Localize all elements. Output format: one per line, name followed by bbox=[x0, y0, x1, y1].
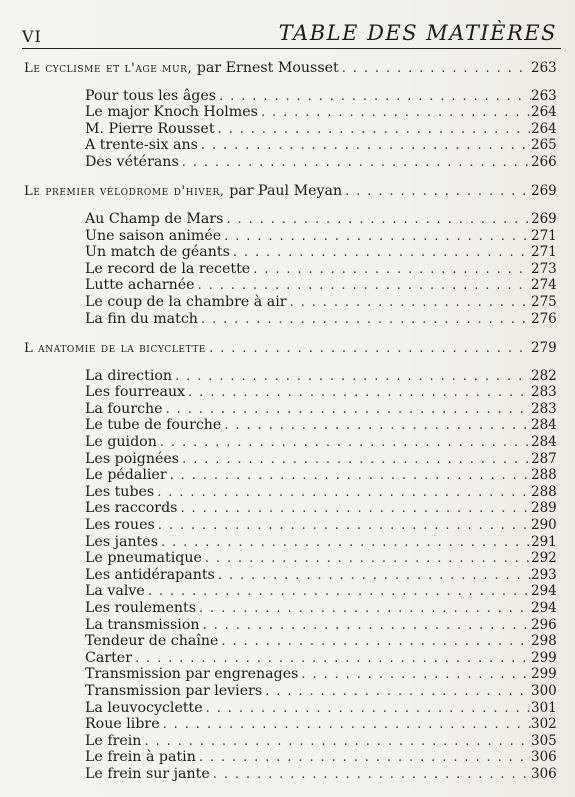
toc-entry bbox=[0, 666, 575, 683]
page-number: 292 bbox=[531, 550, 557, 567]
toc-section bbox=[0, 340, 575, 782]
entry-label: Le pneumatique bbox=[85, 550, 202, 567]
page-number: 269 bbox=[531, 183, 557, 200]
entry-label: Lutte acharnée bbox=[85, 277, 195, 294]
toc-entry bbox=[0, 534, 575, 551]
dot-leader bbox=[203, 618, 531, 635]
toc-entry bbox=[0, 154, 575, 171]
dot-leader bbox=[290, 295, 531, 312]
page-number: 264 bbox=[531, 104, 557, 121]
page-number: 279 bbox=[531, 340, 557, 357]
dot-leader bbox=[199, 750, 531, 767]
toc-entry bbox=[0, 121, 575, 138]
entry-label: Les poignées bbox=[85, 450, 180, 467]
page-number: 290 bbox=[531, 516, 557, 533]
toc-entry bbox=[0, 683, 575, 700]
toc-entry bbox=[0, 294, 575, 311]
toc-entry bbox=[0, 749, 575, 766]
dot-leader bbox=[261, 105, 531, 122]
toc-section bbox=[0, 60, 575, 170]
page-number: 287 bbox=[531, 450, 557, 467]
page-number: 276 bbox=[531, 310, 557, 327]
entry-label: La valve bbox=[85, 583, 145, 600]
page-number: 299 bbox=[531, 666, 557, 683]
toc-entry bbox=[0, 484, 575, 501]
dot-leader bbox=[201, 138, 531, 155]
toc-entry bbox=[0, 277, 575, 294]
toc-section-heading bbox=[0, 183, 575, 201]
entry-label: Des vétérans bbox=[85, 153, 179, 170]
toc-entry bbox=[0, 434, 575, 451]
toc-entry bbox=[0, 733, 575, 750]
section-title-author: par Ernest Mousset bbox=[192, 60, 339, 76]
toc-section-heading bbox=[0, 340, 575, 358]
page-number: 271 bbox=[531, 244, 557, 261]
toc-entry bbox=[0, 451, 575, 468]
toc-entry bbox=[0, 650, 575, 667]
dot-leader bbox=[199, 601, 531, 618]
page-number: 294 bbox=[531, 599, 557, 616]
dot-leader bbox=[213, 767, 531, 784]
dot-leader bbox=[221, 634, 531, 651]
entry-label: Tendeur de chaîne bbox=[85, 633, 219, 650]
page-header bbox=[22, 16, 557, 44]
dot-leader bbox=[219, 89, 531, 106]
running-title: TABLE DES MATIÈRES bbox=[278, 21, 557, 45]
entry-label: Les roulements bbox=[85, 599, 196, 616]
toc-entry bbox=[0, 550, 575, 567]
dot-leader bbox=[253, 262, 531, 279]
section-title bbox=[24, 60, 342, 78]
dot-leader bbox=[163, 717, 531, 734]
page-number: 283 bbox=[531, 400, 557, 417]
entry-label: Les roues bbox=[85, 516, 155, 533]
section-title-author: par Paul Meyan bbox=[224, 183, 343, 200]
page-number: 294 bbox=[531, 583, 557, 600]
page-folio: VI bbox=[22, 27, 42, 46]
entry-label: Transmission par leviers bbox=[85, 682, 263, 699]
entry-label: Pour tous les âges bbox=[85, 87, 217, 104]
section-title-smallcaps: L anatomie de la bicyclette bbox=[24, 341, 207, 357]
toc-section bbox=[0, 183, 575, 327]
dot-leader bbox=[166, 402, 531, 419]
page-number: 265 bbox=[531, 137, 557, 154]
entry-label: Le guidon bbox=[85, 434, 157, 450]
dot-leader bbox=[226, 212, 531, 229]
entry-label: Les jantes bbox=[85, 533, 158, 550]
toc-entry bbox=[0, 311, 575, 328]
entry-label: La fin du match bbox=[85, 310, 198, 327]
page-number: 275 bbox=[531, 293, 557, 310]
dot-leader bbox=[144, 734, 531, 751]
entry-label: La leuvocyclette bbox=[85, 699, 203, 716]
page-number: 274 bbox=[531, 277, 557, 294]
toc-entry bbox=[0, 700, 575, 717]
page-number: 283 bbox=[531, 384, 557, 401]
entry-label: Un match de géants bbox=[85, 244, 230, 261]
entry-label: Le frein à patin bbox=[85, 749, 196, 766]
toc-entry bbox=[0, 633, 575, 650]
toc-entry bbox=[0, 401, 575, 418]
entry-label: Le record de la recette bbox=[85, 260, 251, 277]
dot-leader bbox=[201, 312, 531, 329]
dot-leader bbox=[218, 122, 531, 139]
page-number: 282 bbox=[531, 367, 557, 384]
dot-leader bbox=[198, 278, 531, 295]
page-number: 284 bbox=[531, 434, 557, 450]
dot-leader bbox=[233, 245, 531, 262]
page-number: 300 bbox=[531, 682, 557, 699]
dot-leader bbox=[205, 551, 531, 568]
table-of-contents bbox=[0, 60, 575, 795]
toc-entry bbox=[0, 384, 575, 401]
toc-entry bbox=[0, 228, 575, 245]
entry-label: Le coup de la chambre à air bbox=[85, 293, 287, 310]
section-title bbox=[24, 183, 345, 201]
dot-leader bbox=[180, 501, 531, 518]
dot-leader bbox=[157, 485, 531, 502]
toc-entry bbox=[0, 567, 575, 584]
page-number: 306 bbox=[531, 765, 557, 782]
page-number: 306 bbox=[531, 749, 557, 766]
entry-label: Le frein sur jante bbox=[85, 765, 210, 782]
page-number: 305 bbox=[531, 732, 557, 749]
toc-entry bbox=[0, 261, 575, 278]
entry-label: Carter bbox=[85, 649, 132, 666]
entry-label: Les raccords bbox=[85, 500, 178, 517]
toc-entry bbox=[0, 600, 575, 617]
dot-leader bbox=[218, 568, 531, 585]
section-title bbox=[24, 340, 209, 358]
toc-entry bbox=[0, 104, 575, 121]
entry-label: Une saison animée bbox=[85, 227, 222, 244]
dot-leader bbox=[345, 184, 531, 201]
dot-leader bbox=[175, 369, 531, 386]
dot-leader bbox=[188, 385, 531, 402]
page-number: 289 bbox=[531, 500, 557, 517]
toc-entry bbox=[0, 417, 575, 434]
entry-label: La direction bbox=[85, 367, 173, 384]
page-number: 293 bbox=[531, 566, 557, 583]
toc-entry bbox=[0, 716, 575, 733]
page-number: 288 bbox=[531, 483, 557, 500]
entry-label: Le pédalier bbox=[85, 467, 167, 484]
dot-leader bbox=[160, 435, 531, 452]
page-number: 266 bbox=[531, 153, 557, 170]
page-number: 269 bbox=[531, 210, 557, 227]
entry-label: Les antidérapants bbox=[85, 566, 215, 583]
entry-label: Le frein bbox=[85, 732, 142, 749]
toc-entry bbox=[0, 467, 575, 484]
section-title-smallcaps: Le premier vélodrome d'hiver, bbox=[24, 184, 225, 200]
toc-entry bbox=[0, 500, 575, 517]
toc-entry bbox=[0, 617, 575, 634]
toc-entry bbox=[0, 137, 575, 154]
entry-label: Au Champ de Mars bbox=[85, 210, 224, 227]
toc-entry bbox=[0, 583, 575, 600]
dot-leader bbox=[301, 667, 531, 684]
dot-leader bbox=[224, 229, 531, 246]
dot-leader bbox=[161, 535, 531, 552]
page-number: 298 bbox=[531, 633, 557, 650]
dot-leader bbox=[148, 584, 531, 601]
dot-leader bbox=[265, 684, 531, 701]
toc-entry bbox=[0, 517, 575, 534]
entry-label: M. Pierre Rousset bbox=[85, 120, 215, 137]
header-rule bbox=[22, 48, 561, 49]
toc-entry bbox=[0, 211, 575, 228]
dot-leader bbox=[170, 468, 531, 485]
entry-label: Le tube de fourche bbox=[85, 417, 222, 434]
entry-label: A trente-six ans bbox=[85, 137, 198, 154]
entry-label: Les tubes bbox=[85, 483, 155, 500]
page-number: 263 bbox=[531, 87, 557, 104]
dot-leader bbox=[342, 61, 531, 78]
page-number: 288 bbox=[531, 467, 557, 484]
page-number: 264 bbox=[531, 120, 557, 137]
page-number: 273 bbox=[531, 260, 557, 277]
entry-label: Transmission par engrenages bbox=[85, 666, 299, 683]
page-number: 284 bbox=[531, 417, 557, 434]
dot-leader bbox=[209, 341, 531, 358]
page-number: 296 bbox=[531, 616, 557, 633]
page-number: 271 bbox=[531, 227, 557, 244]
page-number: 299 bbox=[531, 649, 557, 666]
entry-label: La fourche bbox=[85, 400, 163, 417]
entry-label: Les fourreaux bbox=[85, 384, 186, 401]
dot-leader bbox=[224, 418, 531, 435]
page-number: 302 bbox=[531, 716, 557, 733]
entry-label: Le major Knoch Holmes bbox=[85, 104, 258, 121]
dot-leader bbox=[135, 651, 531, 668]
entry-label: Roue libre bbox=[85, 716, 160, 733]
page-number: 301 bbox=[531, 699, 557, 716]
section-title-smallcaps: Le cyclisme et l'age mur, bbox=[24, 61, 193, 76]
toc-entry bbox=[0, 244, 575, 261]
entry-label: La transmission bbox=[85, 616, 200, 633]
dot-leader bbox=[182, 452, 531, 469]
toc-entry bbox=[0, 368, 575, 385]
dot-leader bbox=[182, 155, 531, 172]
toc-entry bbox=[0, 88, 575, 105]
dot-leader bbox=[206, 701, 531, 718]
toc-section-heading bbox=[0, 60, 575, 78]
toc-entry bbox=[0, 766, 575, 783]
dot-leader bbox=[158, 518, 531, 535]
page-number: 263 bbox=[531, 60, 557, 76]
page-number: 291 bbox=[531, 533, 557, 550]
